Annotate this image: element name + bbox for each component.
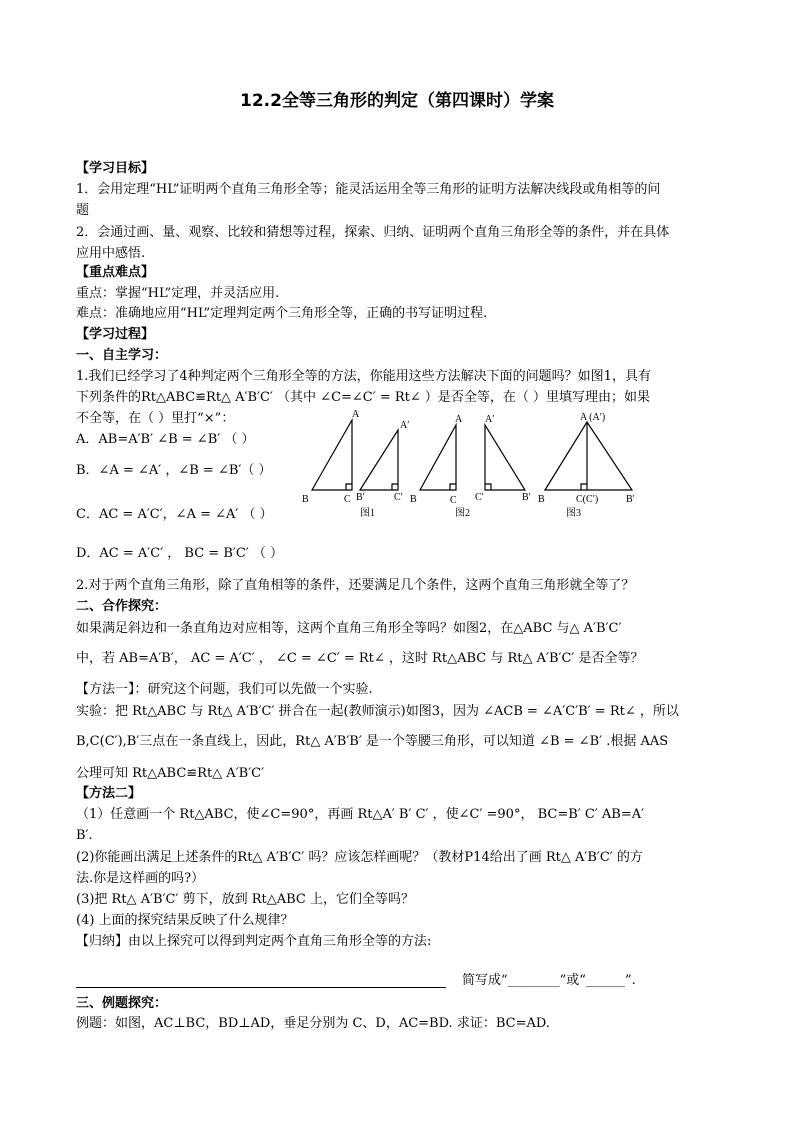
fig1-caption: 图1	[360, 508, 375, 519]
text-line: (2)你能画出满足上述条件的Rt△ A′B′C′ 吗？应该怎样画呢？（教材P14给出了画 Rt△ A′B′C′ 的方	[76, 850, 643, 865]
method-two-heading: 【方法二】	[76, 786, 142, 801]
section-heading-keypoints: 【重点难点】	[76, 265, 155, 280]
fig3-caption: 图3	[566, 508, 581, 519]
answer-blank	[76, 987, 446, 988]
fig3-label-b-prime: B′	[626, 494, 635, 505]
fig2-label-a-prime: A′	[485, 414, 495, 425]
abbreviation-text: 简写成“________”或“______”.	[462, 973, 636, 988]
text-line: 题	[76, 203, 90, 218]
text-line: 公理可知 Rt△ABC≌Rt△ A′B′C′	[76, 766, 265, 781]
fig1-label-b-prime: B′	[356, 492, 365, 503]
fig1-right-angle-prime	[392, 484, 398, 490]
option-b: B．∠A = ∠A′ ，∠B = ∠B′（ ）	[76, 463, 272, 478]
fig2-label-b-prime: B′	[522, 492, 531, 503]
fig2-triangle-prime	[485, 425, 525, 490]
figures-svg	[300, 410, 650, 525]
fig3-combined-triangle	[545, 422, 632, 490]
text-line: 不全等，在（ ）里打“×”：	[76, 411, 235, 426]
section-heading-cooperation: 二、合作探究：	[76, 599, 168, 614]
text-line: 2．会通过画、量、观察、比较和猜想等过程，探索、归纳、证明两个直角三角形全等的条件，并在具体	[76, 225, 670, 240]
fig2-right-angle-prime	[485, 484, 491, 490]
fig1-label-b: B	[302, 494, 309, 505]
text-line: 难点：准确地应用“HL”定理判定两个三角形全等，正确的书写证明过程.	[76, 306, 488, 321]
text-line: B,C(C′),B′三点在一条直线上，因此，Rt△ A′B′B′ 是一个等腰三角形，可以知道 ∠B = ∠B′ .根据 AAS	[76, 734, 669, 749]
page-title: 12.2全等三角形的判定（第四课时）学案	[240, 91, 554, 111]
text-line: 1.我们已经学习了4种判定两个三角形全等的方法，你能用这些方法解决下面的问题吗？如图1，具有	[76, 369, 651, 384]
triangle-figures	[300, 410, 650, 525]
fig2-label-c-prime: C′	[475, 492, 484, 503]
text-line: 应用中感悟.	[76, 246, 146, 261]
fig2-triangle-abc	[420, 425, 456, 490]
section-heading-self-study: 一、自主学习：	[76, 348, 168, 363]
fig1-right-angle	[346, 484, 352, 490]
option-d: D．AC = A′C′ ， BC = B′C′ （ ）	[76, 546, 283, 561]
section-heading-examples: 三、例题探究：	[76, 996, 168, 1011]
fig3-label-a-combo: A (A′)	[580, 412, 606, 423]
text-line: 2.对于两个直角三角形，除了直角相等的条件，还要满足几个条件，这两个直角三角形就全等了？	[76, 578, 635, 593]
summary-line: 【归纳】由以上探究可以得到判定两个直角三角形全等的方法:	[76, 934, 432, 949]
text-line: (4) 上面的探究结果反映了什么规律？	[76, 913, 294, 928]
text-line: 重点：掌握“HL”定理，并灵活应用.	[76, 286, 280, 301]
fig2-right-angle	[450, 484, 456, 490]
method-one-heading: 【方法一】：研究这个问题，我们可以先做一个实验.	[76, 682, 373, 697]
fig2-label-b: B	[410, 494, 417, 505]
fig2-label-c: C	[450, 495, 457, 506]
fig3-label-c-combo: C(C′)	[576, 494, 599, 505]
text-line: (3)把 Rt△ A′B′C′ 剪下，放到 Rt△ABC 上，它们全等吗？	[76, 892, 414, 907]
fig1-triangle-abc	[312, 420, 352, 490]
text-line: B′.	[76, 828, 93, 843]
option-a: A．AB=A′B′ ∠B = ∠B′ （ ）	[76, 432, 255, 447]
fig1-label-a: A	[352, 410, 360, 420]
text-line: 法.你是这样画的吗?）	[76, 871, 205, 886]
fig2-label-a: A	[455, 414, 463, 425]
fig2-caption: 图2	[455, 508, 470, 519]
text-line: 中，若 AB=A′B′， AC = A′C′ ， ∠C = ∠C′ = Rt∠ ，这时 Rt△ABC 与 Rt△ A′B′C′ 是否全等？	[76, 651, 644, 666]
text-line: 1．会用定理“HL”证明两个直角三角形全等；能灵活运用全等三角形的证明方法解决线段或角相等的问	[76, 182, 661, 197]
fig3-label-b: B	[538, 494, 545, 505]
example-text: 例题：如图，AC⊥BC，BD⊥AD，垂足分别为 C、D，AC=BD. 求证：BC=AD.	[76, 1016, 550, 1031]
section-heading-objectives: 【学习目标】	[76, 161, 155, 176]
fig1-label-a-prime: A′	[400, 420, 410, 431]
text-line: （1）任意画一个 Rt△ABC，使∠C=90°，再画 Rt△A′ B′ C′ ，使∠C′ =90°， BC=B′ C′ AB=A′	[76, 807, 645, 822]
fig1-triangle-prime	[360, 430, 398, 490]
text-line: 下列条件的Rt△ABC≌Rt△ A′B′C′ （其中 ∠C=∠C′ = Rt∠ ）是否全等，在（ ）里填写理由；如果	[76, 390, 651, 405]
fig3-right-angle	[581, 484, 587, 490]
text-line: 实验：把 Rt△ABC 与 Rt△ A′B′C′ 拼合在一起(教师演示)如图3，因为 ∠ACB = ∠A′C′B′ = Rt∠ ，所以	[76, 704, 679, 719]
text-line: 如果满足斜边和一条直角边对应相等，这两个直角三角形全等吗？如图2，在△ABC 与△ A′B′C′	[76, 621, 622, 636]
section-heading-process: 【学习过程】	[76, 327, 155, 342]
fig1-label-c: C	[344, 494, 351, 505]
fig1-label-c-prime: C′	[394, 492, 403, 503]
option-c: C．AC = A′C′，∠A = ∠A′ （ ）	[76, 507, 273, 522]
